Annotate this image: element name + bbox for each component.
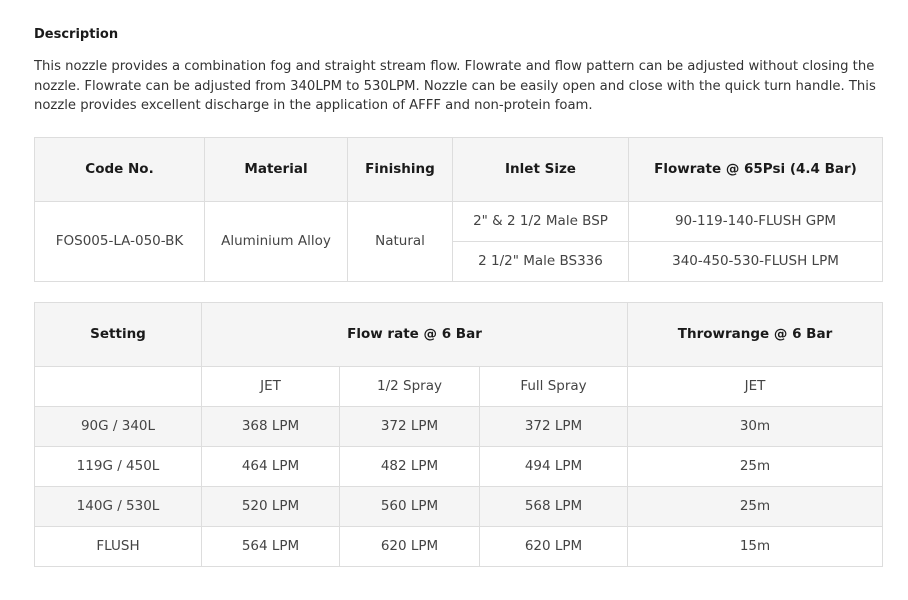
flowrate-cell: 340-450-530-FLUSH LPM bbox=[629, 242, 883, 282]
header-inlet-size: Inlet Size bbox=[453, 138, 629, 202]
header-material: Material bbox=[205, 138, 348, 202]
table-cell: 372 LPM bbox=[480, 407, 628, 447]
table-cell: 568 LPM bbox=[480, 487, 628, 527]
subheader-cell: JET bbox=[202, 367, 340, 407]
header-code-no: Code No. bbox=[35, 138, 205, 202]
table-cell: 482 LPM bbox=[340, 447, 480, 487]
description-heading: Description bbox=[34, 27, 119, 42]
flowrate-cell: 90-119-140-FLUSH GPM bbox=[629, 202, 883, 242]
inlet-size-cell: 2 1/2" Male BS336 bbox=[453, 242, 629, 282]
table-cell: 564 LPM bbox=[202, 527, 340, 567]
finishing-cell: Natural bbox=[348, 202, 453, 282]
table-cell: 119G / 450L bbox=[35, 447, 202, 487]
flow-subheader-row bbox=[35, 367, 883, 407]
table-cell: 15m bbox=[628, 527, 883, 567]
table-cell: 90G / 340L bbox=[35, 407, 202, 447]
subheader-cell: 1/2 Spray bbox=[340, 367, 480, 407]
table-cell: FLUSH bbox=[35, 527, 202, 567]
table-cell: 372 LPM bbox=[340, 407, 480, 447]
table-cell: 620 LPM bbox=[340, 527, 480, 567]
table-cell: 620 LPM bbox=[480, 527, 628, 567]
inlet-size-cell: 2" & 2 1/2 Male BSP bbox=[453, 202, 629, 242]
table-cell: 494 LPM bbox=[480, 447, 628, 487]
description-text: This nozzle provides a combination fog and straight stream flow. Flowrate and flow pattern can be adjusted without closing the nozzle. Flowrate can be adjusted from 340LPM to 530LPM. Nozzle can be easily open and close with the quick turn handle. This nozzle provides excellent discharge in the application of AFFF and non-protein foam. bbox=[34, 59, 876, 114]
material-cell: Aluminium Alloy bbox=[205, 202, 348, 282]
table-cell: 560 LPM bbox=[340, 487, 480, 527]
spec-table bbox=[34, 137, 883, 282]
table-cell: 25m bbox=[628, 487, 883, 527]
table-cell: 368 LPM bbox=[202, 407, 340, 447]
table-cell: 25m bbox=[628, 447, 883, 487]
table-row bbox=[35, 407, 883, 447]
table-row bbox=[35, 447, 883, 487]
header-finishing: Finishing bbox=[348, 138, 453, 202]
table-row bbox=[35, 527, 883, 567]
table-cell: 140G / 530L bbox=[35, 487, 202, 527]
subheader-cell: JET bbox=[628, 367, 883, 407]
subheader-cell: Full Spray bbox=[480, 367, 628, 407]
header-flow-rate: Flow rate @ 6 Bar bbox=[202, 303, 628, 367]
header-flowrate: Flowrate @ 65Psi (4.4 Bar) bbox=[629, 138, 883, 202]
header-throwrange: Throwrange @ 6 Bar bbox=[628, 303, 883, 367]
spec-row bbox=[35, 202, 883, 242]
table-cell: 30m bbox=[628, 407, 883, 447]
header-setting: Setting bbox=[35, 303, 202, 367]
code-no-cell: FOS005-LA-050-BK bbox=[35, 202, 205, 282]
spec-header-row bbox=[35, 138, 883, 202]
flow-header-row bbox=[35, 303, 883, 367]
table-cell: 464 LPM bbox=[202, 447, 340, 487]
flow-table bbox=[34, 302, 883, 567]
subheader-cell bbox=[35, 367, 202, 407]
table-cell: 520 LPM bbox=[202, 487, 340, 527]
table-row bbox=[35, 487, 883, 527]
